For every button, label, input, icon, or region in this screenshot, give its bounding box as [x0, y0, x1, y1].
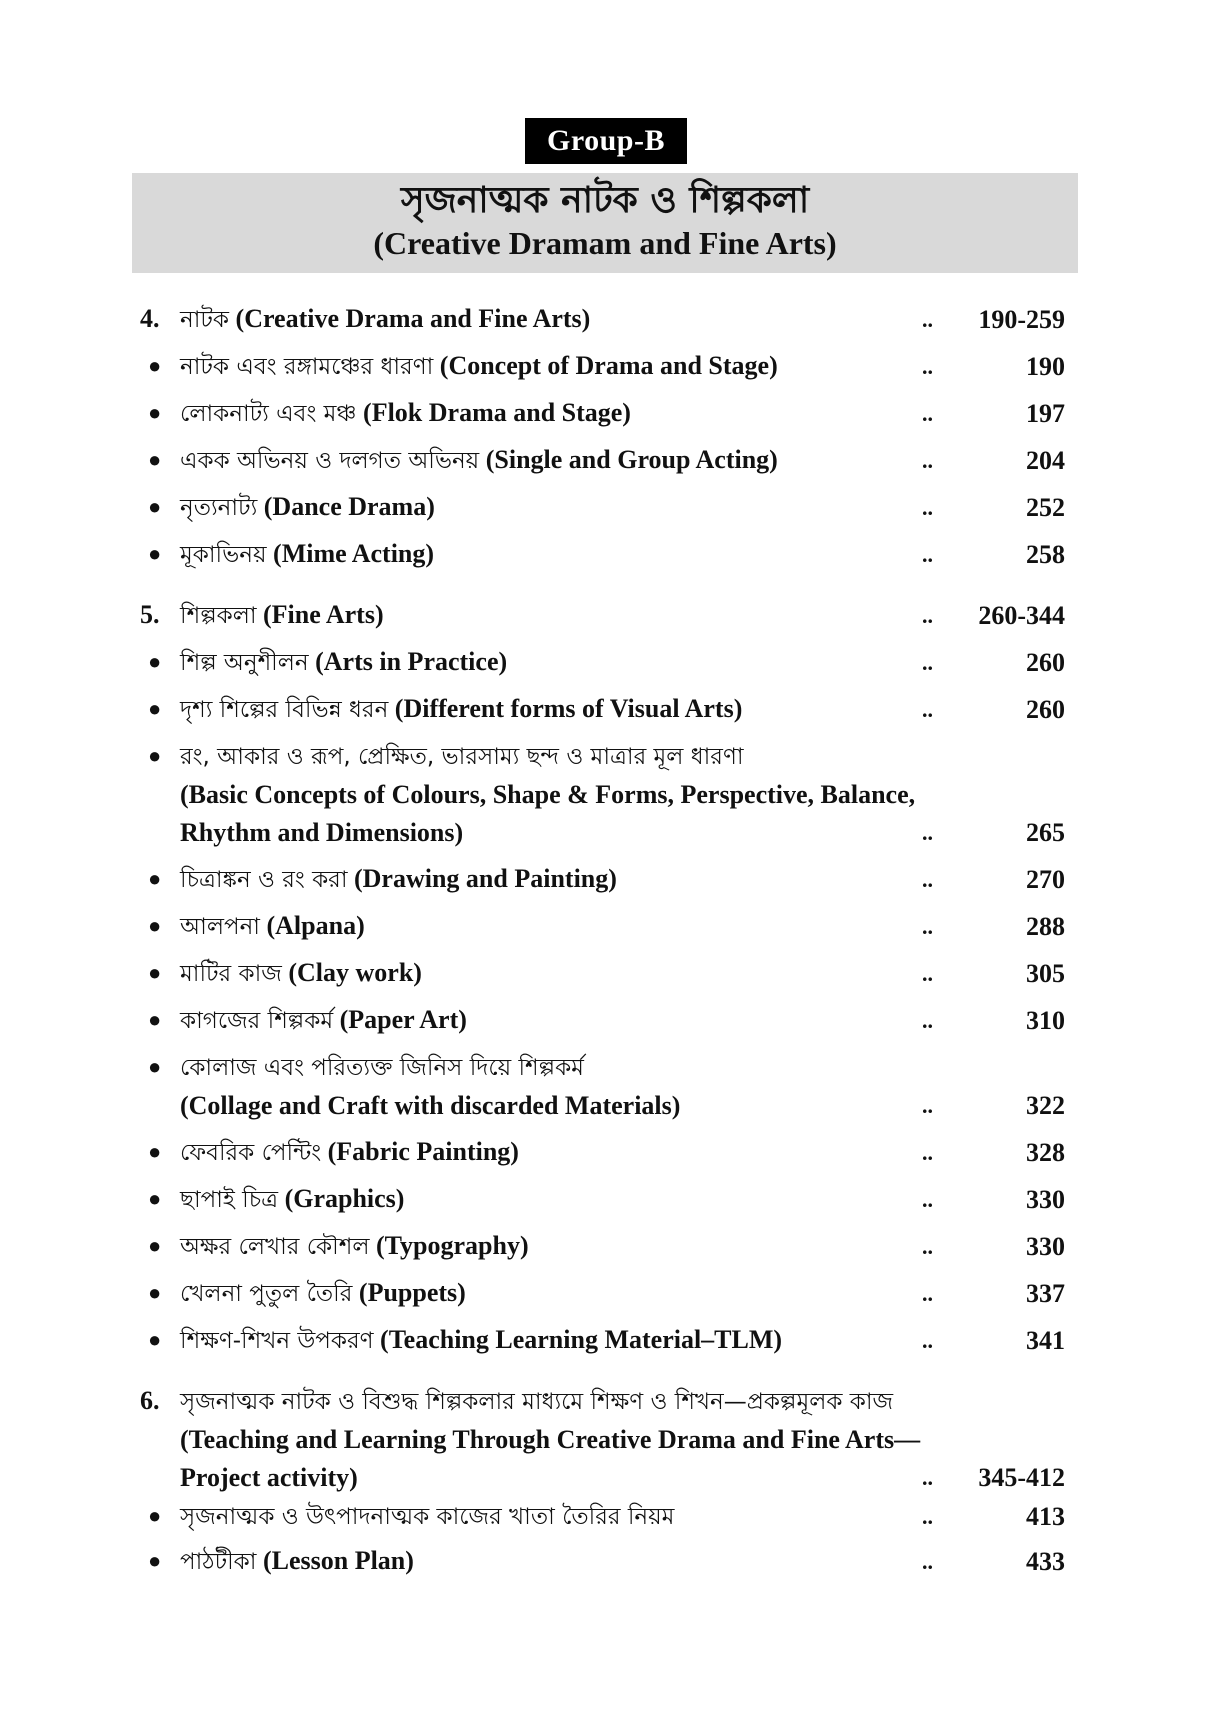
- toc-item[interactable]: [140, 1227, 1065, 1266]
- table-of-contents: [140, 300, 1065, 1581]
- item-title-en: (Mime Acting): [273, 539, 435, 568]
- chapter-number: 6.: [140, 1386, 160, 1415]
- toc-item[interactable]: [140, 737, 1065, 852]
- page-number: 322: [1026, 1091, 1065, 1120]
- toc-chapter-5[interactable]: [140, 596, 1065, 635]
- item-title-en: (Single and Group Acting): [485, 445, 778, 474]
- bullet-icon: ●: [148, 1139, 162, 1164]
- item-title-en: (Lesson Plan): [262, 1546, 414, 1575]
- bullet-icon: ●: [148, 447, 162, 472]
- item-title-bn: নৃত্যনাট্য: [180, 495, 258, 521]
- page-number: 204: [1026, 446, 1065, 475]
- item-title-en: (Basic Concepts of Colours, Shape & Forms, Perspective, Balance, Rhythm and Dimensions): [180, 780, 916, 847]
- item-title-en: (Collage and Craft with discarded Materials): [180, 1091, 681, 1120]
- item-title-bn: লোকনাট্য এবং মঞ্চ: [180, 401, 357, 427]
- bullet-icon: ●: [148, 1327, 162, 1352]
- leader-dots: ..: [922, 697, 933, 722]
- toc-item[interactable]: [140, 488, 1065, 527]
- item-title-bn: শিক্ষণ-শিখন উপকরণ: [180, 1328, 374, 1354]
- chapter-number: 5.: [140, 600, 160, 629]
- leader-dots: ..: [922, 307, 933, 332]
- item-title-en: (Arts in Practice): [315, 647, 508, 676]
- item-title-bn: পাঠটীকা: [180, 1549, 257, 1575]
- item-title-en: (Dance Drama): [263, 492, 435, 521]
- toc-chapter-6[interactable]: [140, 1382, 1065, 1497]
- bullet-icon: ●: [148, 1007, 162, 1032]
- item-title-bn: একক অভিনয় ও দলগত অভিনয়: [180, 448, 480, 474]
- item-title-en: (Graphics): [284, 1184, 405, 1213]
- toc-item[interactable]: [140, 1048, 1065, 1125]
- page-number: 197: [1026, 399, 1065, 428]
- item-title-bn: ফেবরিক পেন্টিং: [180, 1140, 322, 1166]
- toc-item[interactable]: [140, 1180, 1065, 1219]
- leader-dots: ..: [922, 1328, 933, 1353]
- bullet-icon: ●: [148, 696, 162, 721]
- item-title-bn: খেলনা পুতুল তৈরি: [180, 1281, 353, 1307]
- leader-dots: ..: [922, 1465, 933, 1490]
- item-title-bn: সৃজনাত্মক ও উৎপাদনাত্মক কাজের খাতা তৈরির নিয়ম: [180, 1504, 675, 1530]
- page-number: 252: [1026, 493, 1065, 522]
- item-title-en: (Different forms of Visual Arts): [394, 694, 743, 723]
- page-number: 265: [1026, 818, 1065, 847]
- toc-item[interactable]: [140, 1001, 1065, 1040]
- bullet-icon: ●: [148, 494, 162, 519]
- toc-item[interactable]: [140, 907, 1065, 946]
- toc-item[interactable]: [140, 860, 1065, 899]
- page-number: 260: [1026, 695, 1065, 724]
- item-title-bn: দৃশ্য শিল্পের বিভিন্ন ধরন: [180, 697, 389, 723]
- bullet-icon: ●: [148, 649, 162, 674]
- bullet-icon: ●: [148, 400, 162, 425]
- toc-item[interactable]: [140, 643, 1065, 682]
- page-number: 330: [1026, 1232, 1065, 1261]
- page-number: 260: [1026, 648, 1065, 677]
- chapter-title-bn: শিল্পকলা: [180, 603, 257, 629]
- leader-dots: ..: [922, 542, 933, 567]
- section-title-english: (Creative Dramam and Fine Arts): [373, 225, 837, 261]
- item-title-en: (Puppets): [358, 1278, 466, 1307]
- item-title-bn: মূকাভিনয়: [180, 542, 267, 568]
- bullet-icon: ●: [148, 1548, 162, 1573]
- leader-dots: ..: [922, 914, 933, 939]
- page-number: 341: [1026, 1326, 1065, 1355]
- bullet-icon: ●: [148, 743, 162, 768]
- page-number: 310: [1026, 1006, 1065, 1035]
- toc-item[interactable]: [140, 1542, 1065, 1581]
- page-number: 190: [1026, 352, 1065, 381]
- toc-item[interactable]: [140, 1321, 1065, 1360]
- leader-dots: ..: [922, 1093, 933, 1118]
- leader-dots: ..: [922, 603, 933, 628]
- bullet-icon: ●: [148, 353, 162, 378]
- leader-dots: ..: [922, 1234, 933, 1259]
- item-title-en: (Teaching Learning Material–TLM): [380, 1325, 783, 1354]
- leader-dots: ..: [922, 650, 933, 675]
- leader-dots: ..: [922, 1008, 933, 1033]
- leader-dots: ..: [922, 448, 933, 473]
- toc-item[interactable]: [140, 394, 1065, 433]
- item-title-bn: অক্ষর লেখার কৌশল: [180, 1234, 370, 1260]
- leader-dots: ..: [922, 495, 933, 520]
- page-number: 305: [1026, 959, 1065, 988]
- chapter-number: 4.: [140, 304, 160, 333]
- leader-dots: ..: [922, 1140, 933, 1165]
- page-number: 328: [1026, 1138, 1065, 1167]
- item-title-en: (Fabric Painting): [327, 1137, 519, 1166]
- page-number: 433: [1026, 1547, 1065, 1576]
- page-number: 288: [1026, 912, 1065, 941]
- item-title-bn: চিত্রাঙ্কন ও রং করা: [180, 867, 348, 893]
- item-title-en: (Typography): [375, 1231, 529, 1260]
- chapter-title-en: (Teaching and Learning Through Creative Drama and Fine Arts—Project activity): [180, 1425, 921, 1492]
- bullet-icon: ●: [148, 541, 162, 566]
- bullet-icon: ●: [148, 866, 162, 891]
- toc-item[interactable]: [140, 1274, 1065, 1313]
- section-title-band: [132, 173, 1078, 273]
- toc-item[interactable]: [140, 690, 1065, 729]
- page-range: 260-344: [978, 601, 1065, 630]
- toc-item[interactable]: [140, 441, 1065, 480]
- chapter-title-bn: সৃজনাত্মক নাটক ও বিশুদ্ধ শিল্পকলার মাধ্যমে শিক্ষণ ও শিখন—প্রকল্পমূলক কাজ: [180, 1389, 894, 1415]
- item-title-en: (Drawing and Painting): [354, 864, 617, 893]
- page-number: 330: [1026, 1185, 1065, 1214]
- page-range: 190-259: [978, 305, 1065, 334]
- item-title-bn: ছাপাই চিত্র: [180, 1187, 279, 1213]
- leader-dots: ..: [922, 354, 933, 379]
- leader-dots: ..: [922, 1504, 933, 1529]
- chapter-title-en: (Creative Drama and Fine Arts): [235, 304, 591, 333]
- page-number: 337: [1026, 1279, 1065, 1308]
- page-number: 270: [1026, 865, 1065, 894]
- toc-item[interactable]: [140, 1133, 1065, 1172]
- item-title-en: (Clay work): [288, 958, 422, 987]
- leader-dots: ..: [922, 1281, 933, 1306]
- bullet-icon: ●: [148, 1186, 162, 1211]
- toc-chapter-4[interactable]: [140, 300, 1065, 339]
- chapter-title-en: (Fine Arts): [263, 600, 384, 629]
- bullet-icon: ●: [148, 913, 162, 938]
- bullet-icon: ●: [148, 1280, 162, 1305]
- page-number: 258: [1026, 540, 1065, 569]
- leader-dots: ..: [922, 1549, 933, 1574]
- item-title-bn: কাগজের শিল্পকর্ম: [180, 1008, 334, 1034]
- item-title-bn: মাটির কাজ: [180, 961, 282, 987]
- bullet-icon: ●: [148, 1233, 162, 1258]
- item-title-en: (Alpana): [266, 911, 365, 940]
- item-title-en: (Paper Art): [339, 1005, 467, 1034]
- leader-dots: ..: [922, 1187, 933, 1212]
- page-number: 413: [1026, 1502, 1065, 1531]
- group-label: Group-B: [525, 118, 687, 164]
- leader-dots: ..: [922, 401, 933, 426]
- leader-dots: ..: [922, 961, 933, 986]
- toc-item[interactable]: [140, 1497, 1065, 1536]
- leader-dots: ..: [922, 820, 933, 845]
- toc-item[interactable]: [140, 535, 1065, 574]
- item-title-bn: শিল্প অনুশীলন: [180, 650, 309, 676]
- item-title-en: (Concept of Drama and Stage): [439, 351, 778, 380]
- chapter-title-bn: নাটক: [180, 307, 230, 333]
- page-range: 345-412: [978, 1463, 1065, 1492]
- item-title-bn: নাটক এবং রঙ্গামঞ্চের ধারণা: [180, 354, 434, 380]
- item-title-bn: রং, আকার ও রূপ, প্রেক্ষিত, ভারসাম্য ছন্দ ও মাত্রার মূল ধারণা: [180, 744, 744, 770]
- toc-item[interactable]: [140, 347, 1065, 386]
- toc-item[interactable]: [140, 954, 1065, 993]
- bullet-icon: ●: [148, 960, 162, 985]
- bullet-icon: ●: [148, 1503, 162, 1528]
- item-title-en: (Flok Drama and Stage): [363, 398, 631, 427]
- bullet-icon: ●: [148, 1054, 162, 1079]
- section-title-bengali: সৃজনাত্মক নাটক ও শিল্পকলা: [400, 180, 810, 221]
- item-title-bn: আলপনা: [180, 914, 260, 940]
- item-title-bn: কোলাজ এবং পরিত্যক্ত জিনিস দিয়ে শিল্পকর্ম: [180, 1055, 584, 1081]
- leader-dots: ..: [922, 867, 933, 892]
